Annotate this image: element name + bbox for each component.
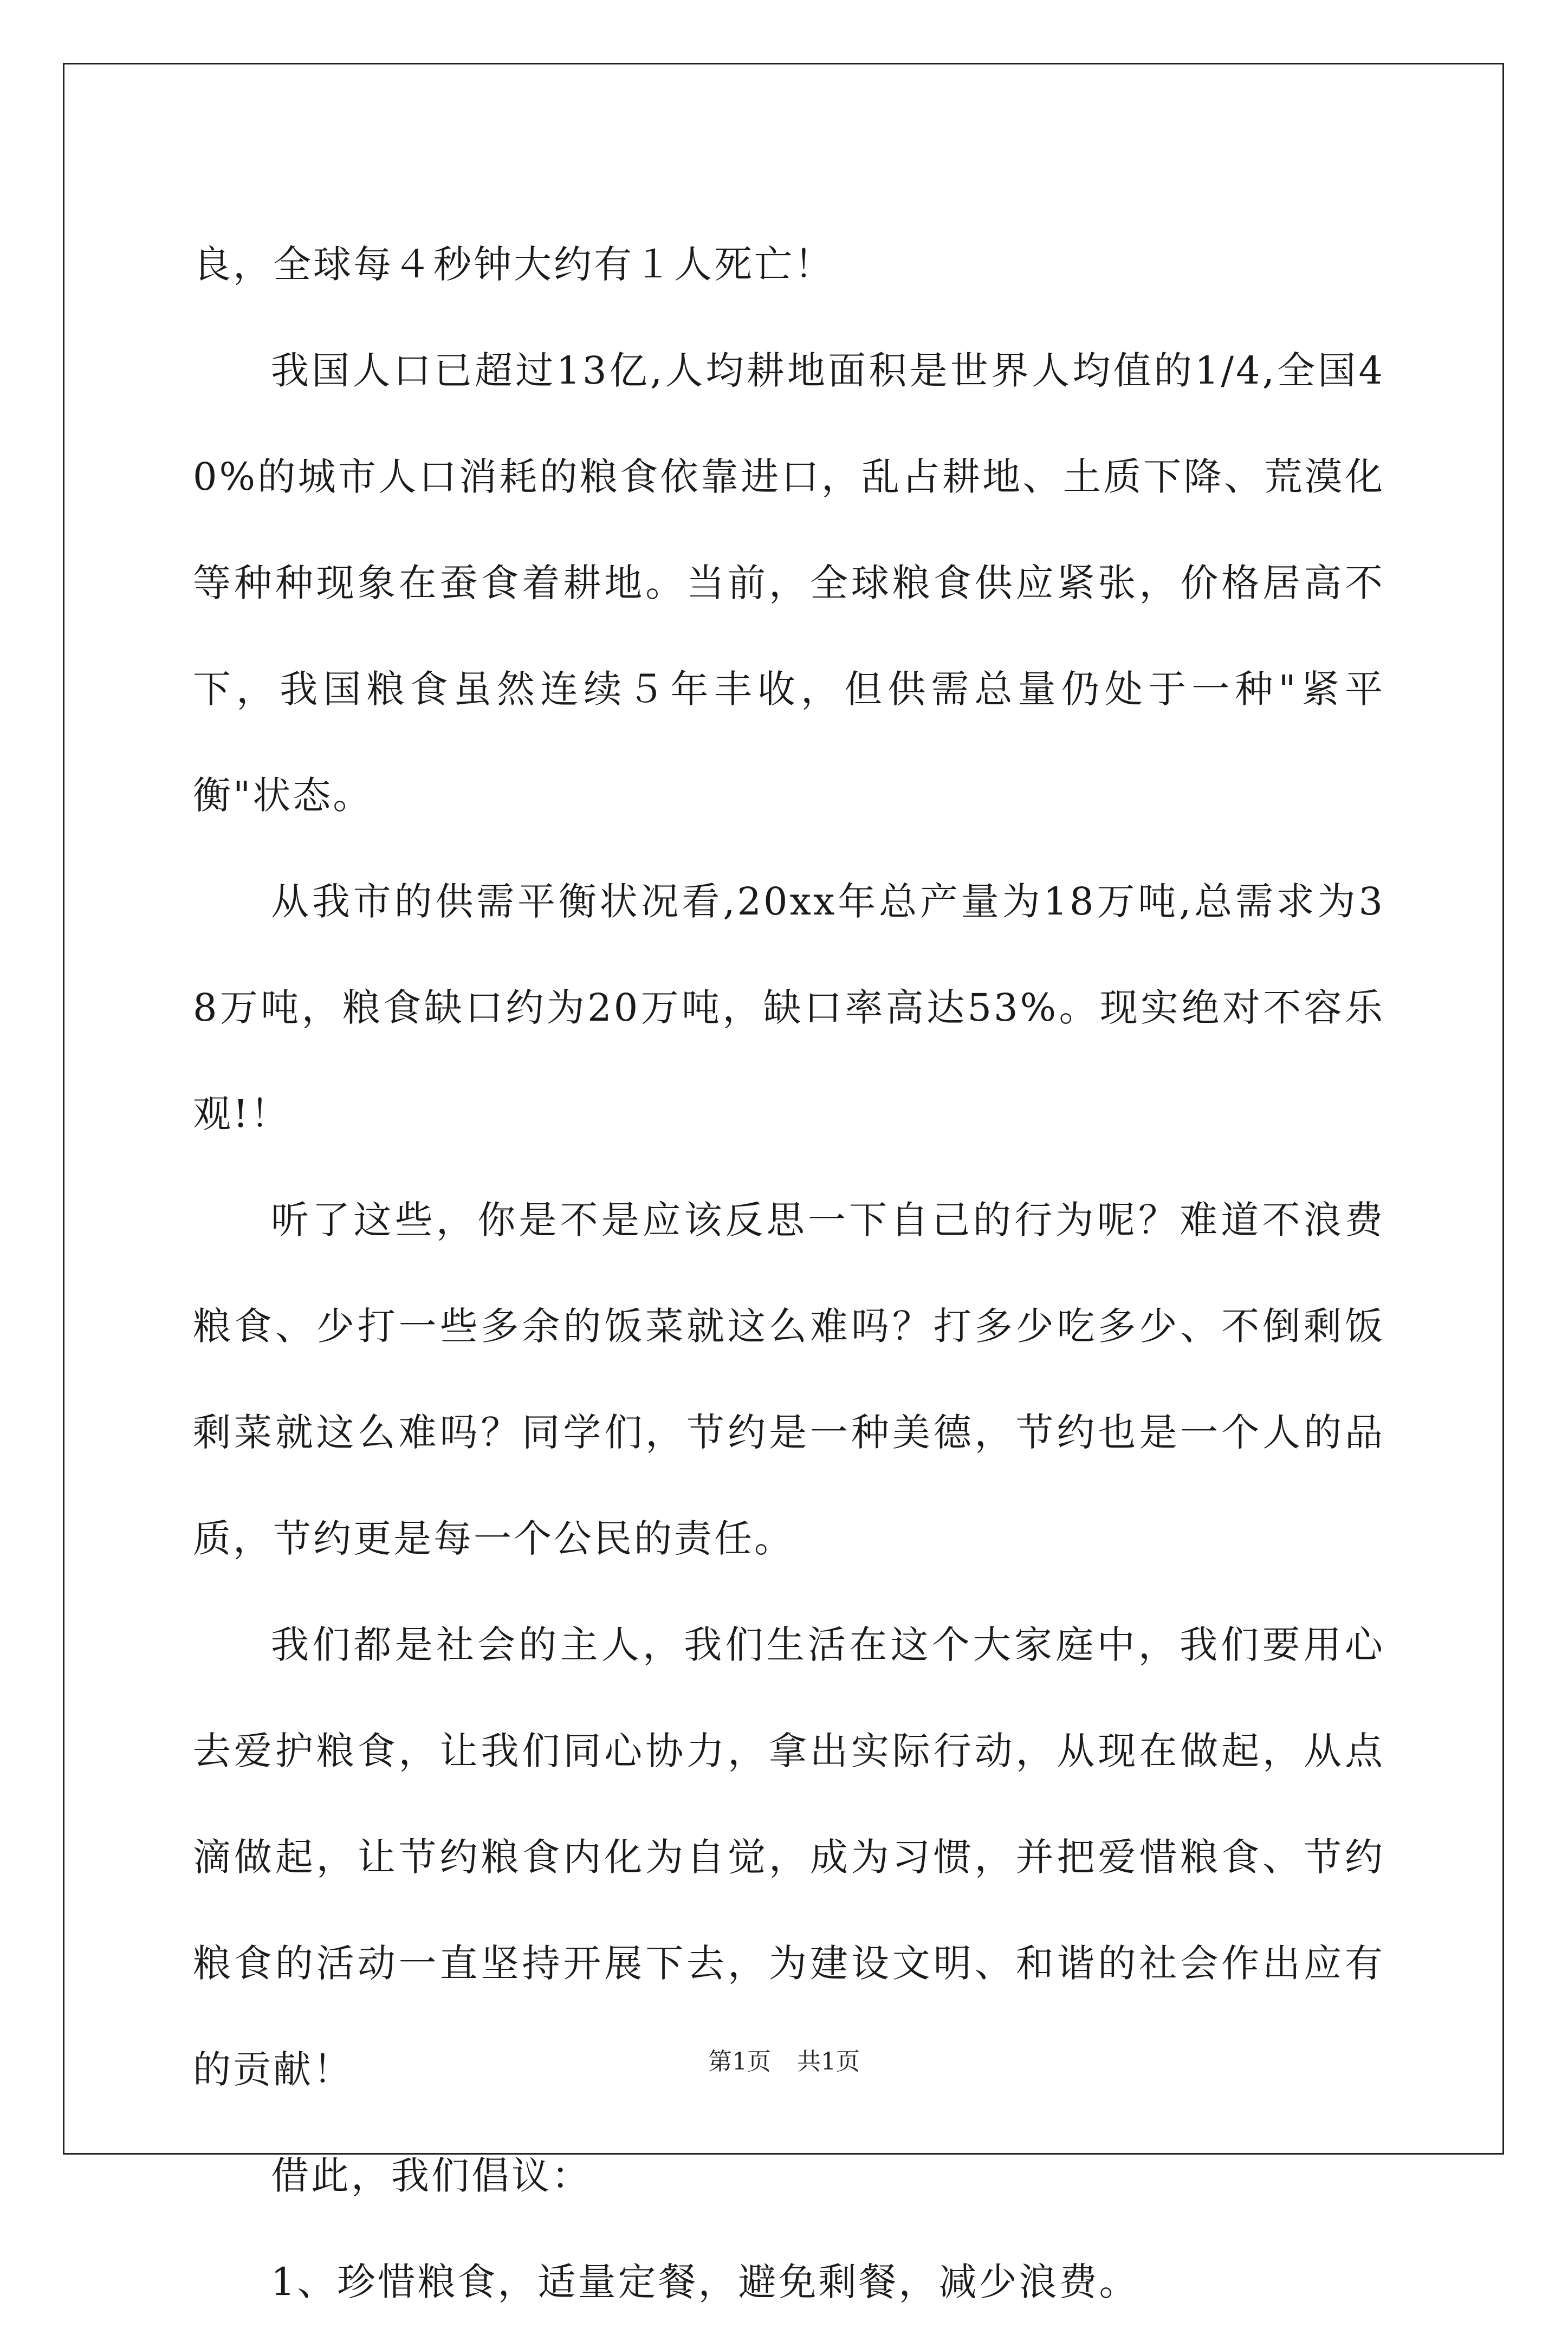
document-body	[193, 211, 1385, 2335]
paragraph-7: 1、珍惜粮食，适量定餐，避免剩餐，减少浪费。	[271, 2260, 1139, 2304]
total-pages: 共1页	[797, 2048, 860, 2075]
paragraph-4: 听了这些，你是不是应该反思一下自己的行为呢？难道不浪费粮食、少打一些多余的饭菜就这么难吗？打多少吃多少、不倒剩饭剩菜就这么难吗？同学们，节约是一种美德，节约也是一个人的品质，节约更是每一个公民的责任。	[193, 1198, 1385, 1561]
paragraph-5: 我们都是社会的主人，我们生活在这个大家庭中，我们要用心去爱护粮食，让我们同心协力，拿出实际行动，从现在做起，从点滴做起，让节约粮食内化为自觉，成为习惯，并把爱惜粮食、节约粮食的活动一直坚持开展下去，为建设文明、和谐的社会作出应有的贡献！	[193, 1623, 1385, 2092]
page-footer	[0, 2046, 1568, 2078]
paragraph-2: 我国人口已超过13亿,人均耕地面积是世界人均值的1/4,全国40%的城市人口消耗的粮食依靠进口，乱占耕地、土质下降、荒漠化等种种现象在蚕食着耕地。当前，全球粮食供应紧张，价格居高不下，我国粮食虽然连续５年丰收，但供需总量仍处于一种"紧平衡"状态。	[193, 348, 1385, 818]
paragraph-3: 从我市的供需平衡状况看,20xx年总产量为18万吨,总需求为38万吨，粮食缺口约为20万吨，缺口率高达53%。现实绝对不容乐观!！	[193, 879, 1385, 1136]
paragraph-6: 借此，我们倡议：	[271, 2154, 592, 2198]
page-number: 第1页	[708, 2048, 771, 2075]
paragraph-1: 良，全球每４秒钟大约有１人死亡！	[193, 242, 834, 287]
